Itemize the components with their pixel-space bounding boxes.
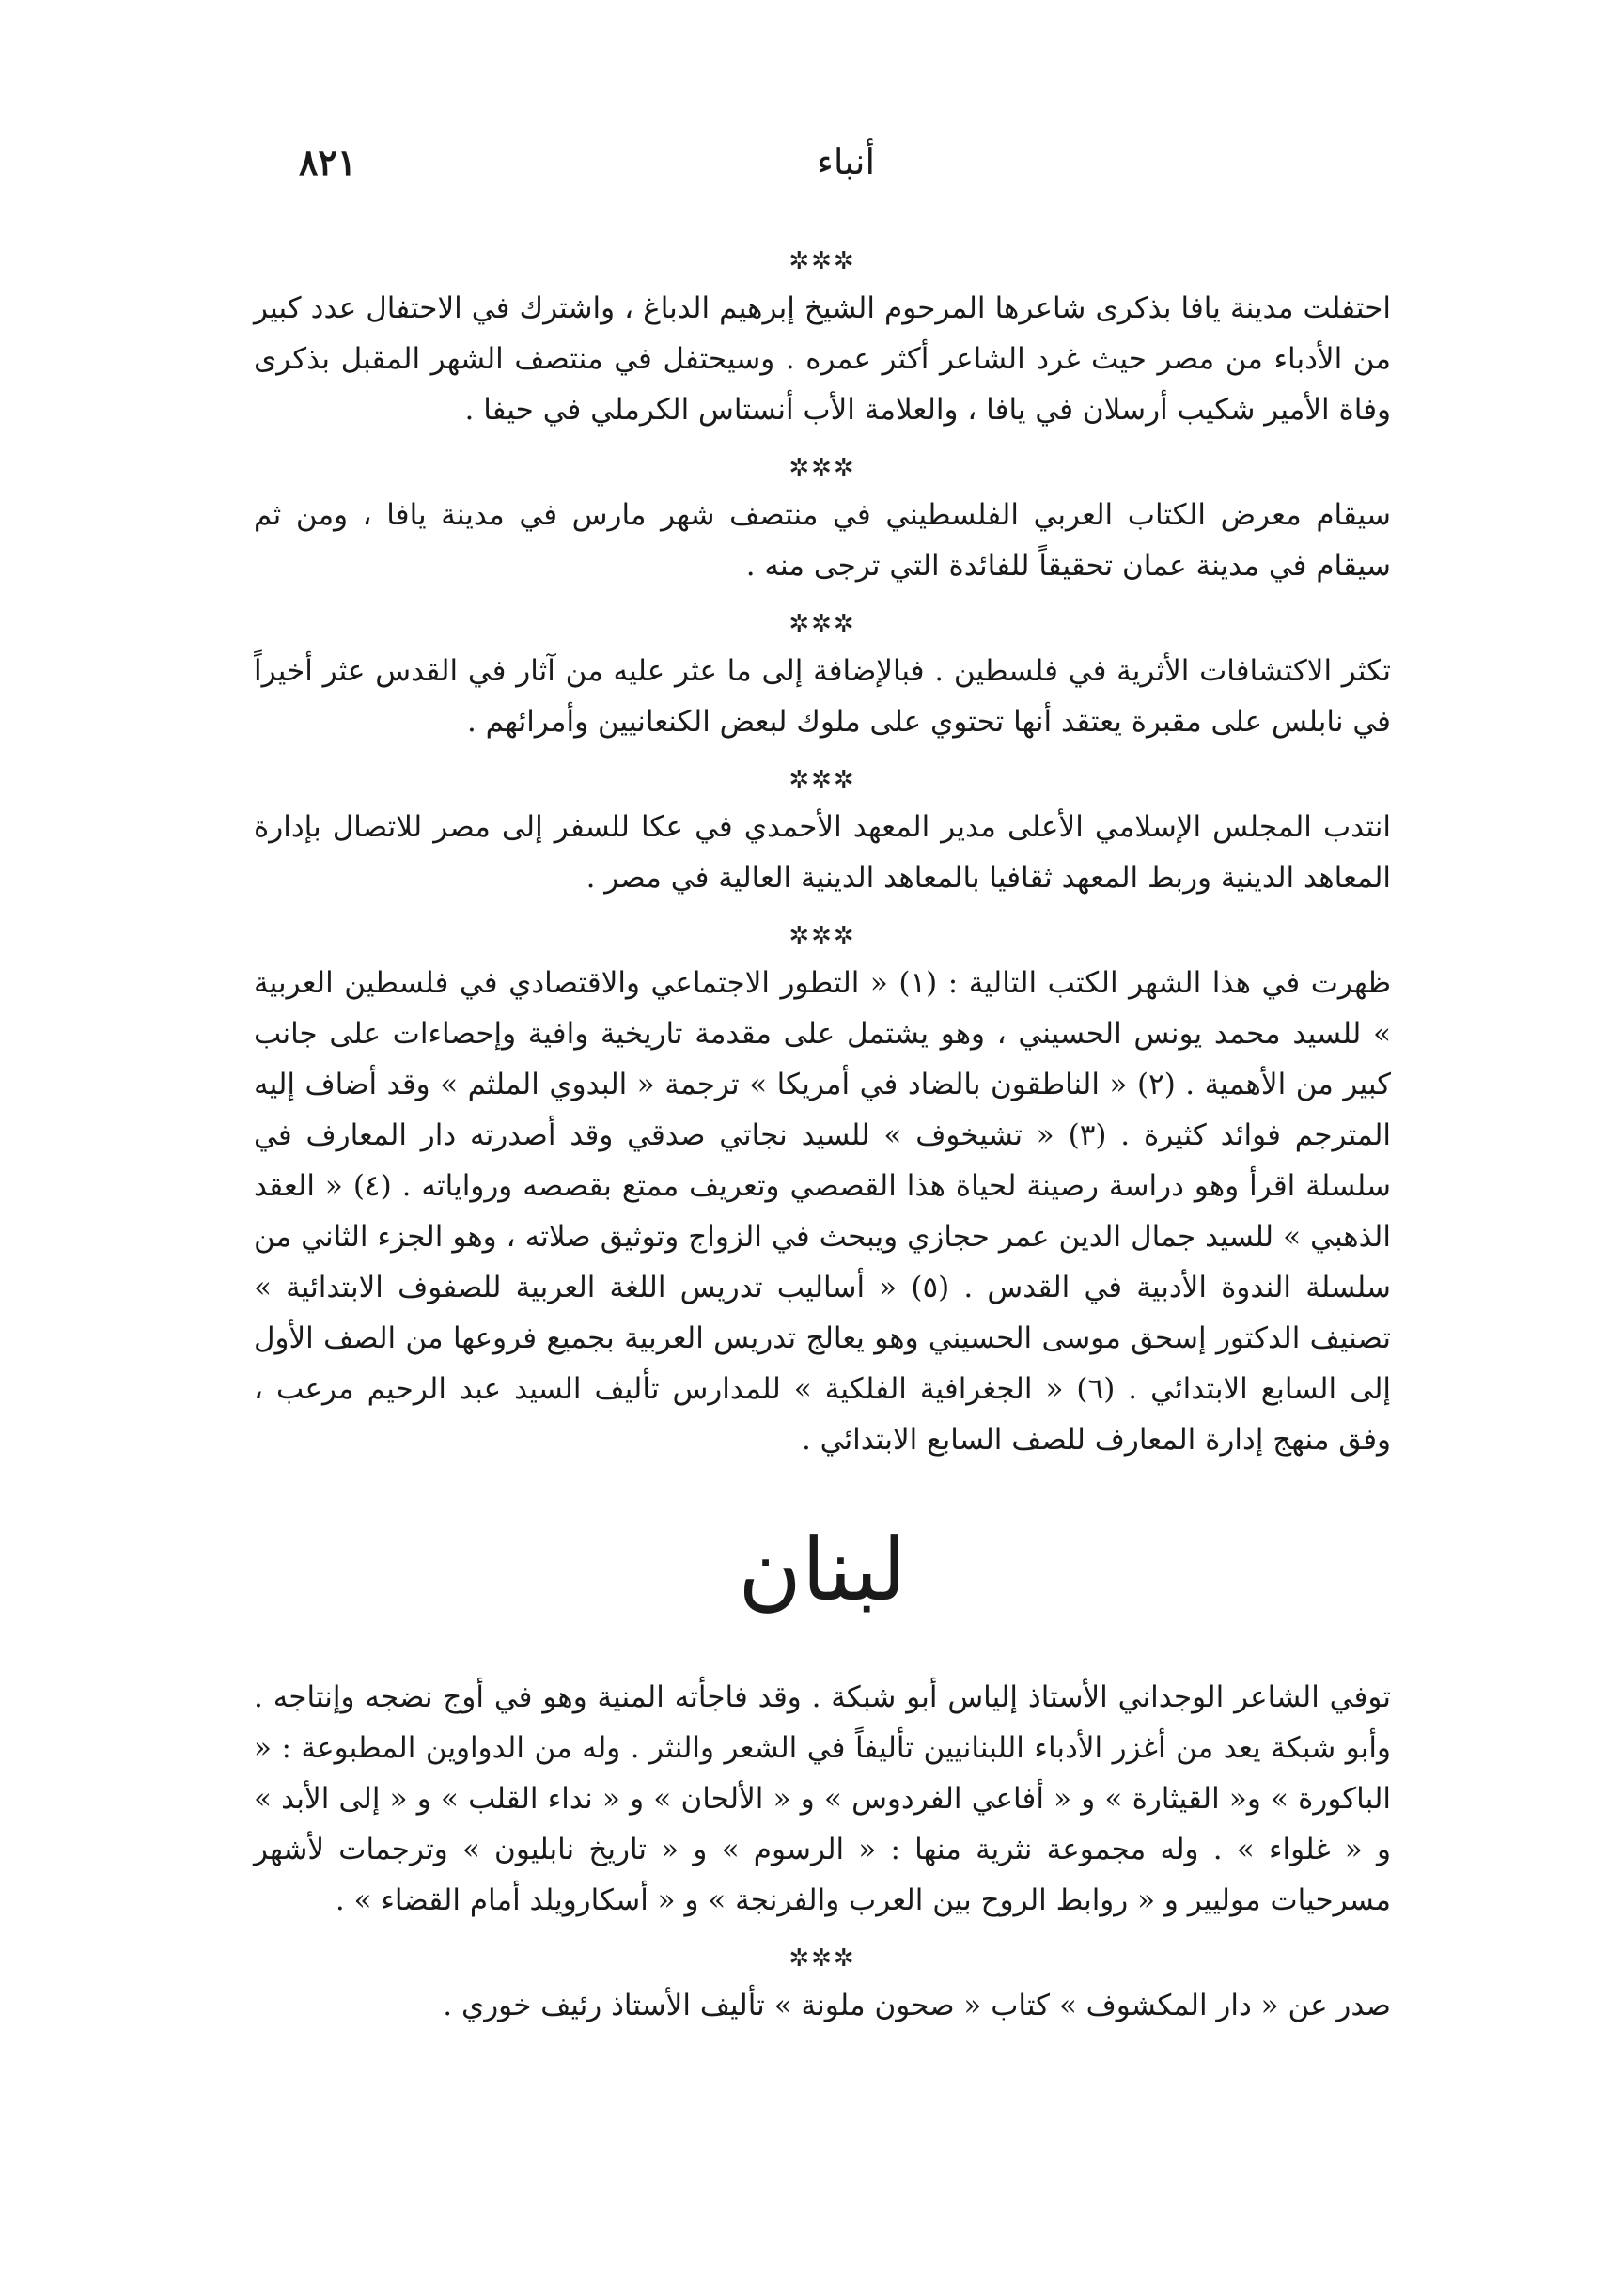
news-item-dar-al-makshouf: صدر عن « دار المكشوف » كتاب « صحون ملونة » تأليف الأستاذ رئيف خوري . — [443, 1989, 1391, 2022]
section-title-lebanon: لبنان — [738, 1520, 907, 1620]
separator-stars: ✲✲✲ — [789, 610, 856, 638]
separator-stars: ✲✲✲ — [789, 922, 856, 950]
news-item-poet-obituary: توفي الشاعر الوجداني الأستاذ إلياس أبو شبكة . وقد فاجأته المنية وهو في أوج نضجه وإنتاجه . وأبو شبكة يعد من أغزر الأدباء اللبنانيين تأليفاً في الشعر والنثر . وله من الدواوين المطبوعة : « الباكورة » و« القيثارة » و « أفاعي الفردوس » و « الألحان » و « نداء القلب » و « إلى الأبد » و « غلواء » . وله مجموعة نثرية منها : « الرسوم » و « تاريخ نابليون » وترجمات لأشهر مسرحيات موليير و « روابط الروح بين العرب والفرنجة » و « أسكارويلد أمام القضاء » . — [254, 1680, 1391, 1917]
page-number: ٨٢١ — [299, 141, 357, 183]
news-item-yafa-commemoration: احتفلت مدينة يافا بذكرى شاعرها المرحوم الشيخ إبرهيم الدباغ ، واشترك في الاحتفال عدد كبير من الأدباء من مصر حيث غرد الشاعر أكثر عمره . وسيحتفل في منتصف الشهر المقبل بذكرى وفاة الأمير شكيب أرسلان في يافا ، والعلامة الأب أنستاس الكرملي في حيفا . — [254, 291, 1391, 427]
news-item-book-exhibition: سيقام معرض الكتاب العربي الفلسطيني في منتصف شهر مارس في مدينة يافا ، ومن ثم سيقام في مدينة عمان تحقيقاً للفائدة التي ترجى منه . — [254, 498, 1391, 583]
news-item-new-books: ظهرت في هذا الشهر الكتب التالية : (١) « التطور الاجتماعي والاقتصادي في فلسطين العربية » للسيد محمد يونس الحسيني ، وهو يشتمل على مقدمة تاريخية وافية وإحصاءات على جانب كبير من الأهمية . (٢) « الناطقون بالضاد في أمريكا » ترجمة « البدوي الملثم » وقد أضاف إليه المترجم فوائد كثيرة . (٣) « تشيخوف » للسيد نجاتي صدقي وقد أصدرته دار المعارف في سلسلة اقرأ وهو دراسة رصينة لحياة هذا القصصي وتعريف ممتع بقصصه ورواياته . (٤) « العقد الذهبي » للسيد جمال الدين عمر حجازي ويبحث في الزواج وتوثيق صلاته ، وهو الجزء الثاني من سلسلة الندوة الأدبية في القدس . (٥) « أساليب تدريس اللغة العربية للصفوف الابتدائية » تصنيف الدكتور إسحق موسى الحسيني وهو يعالج تدريس العربية بجميع فروعها من الصف الأول إلى السابع الابتدائي . (٦) « الجغرافية الفلكية » للمدارس تأليف السيد عبد الرحيم مرعب ، وفق منهج إدارة المعارف للصف السابع الابتدائي . — [254, 966, 1391, 1457]
separator-stars: ✲✲✲ — [789, 247, 856, 275]
page-content — [254, 240, 1391, 2042]
news-item-islamic-council: انتدب المجلس الإسلامي الأعلى مدير المعهد الأحمدي في عكا للسفر إلى مصر للاتصال بإدارة المعاهد الدينية وربط المعهد ثقافيا بالمعاهد الدينية العالية في مصر . — [254, 810, 1391, 895]
news-item-archaeology: تكثر الاكتشافات الأثرية في فلسطين . فبالإضافة إلى ما عثر عليه من آثار في القدس عثر أخيراً في نابلس على مقبرة يعتقد أنها تحتوي على ملوك لبعض الكنعانيين وأمرائهم . — [254, 654, 1391, 739]
separator-stars: ✲✲✲ — [789, 1944, 856, 1973]
separator-stars: ✲✲✲ — [789, 454, 856, 482]
page-header — [282, 141, 1410, 197]
running-title: أنباء — [816, 141, 876, 182]
separator-stars: ✲✲✲ — [789, 766, 856, 794]
